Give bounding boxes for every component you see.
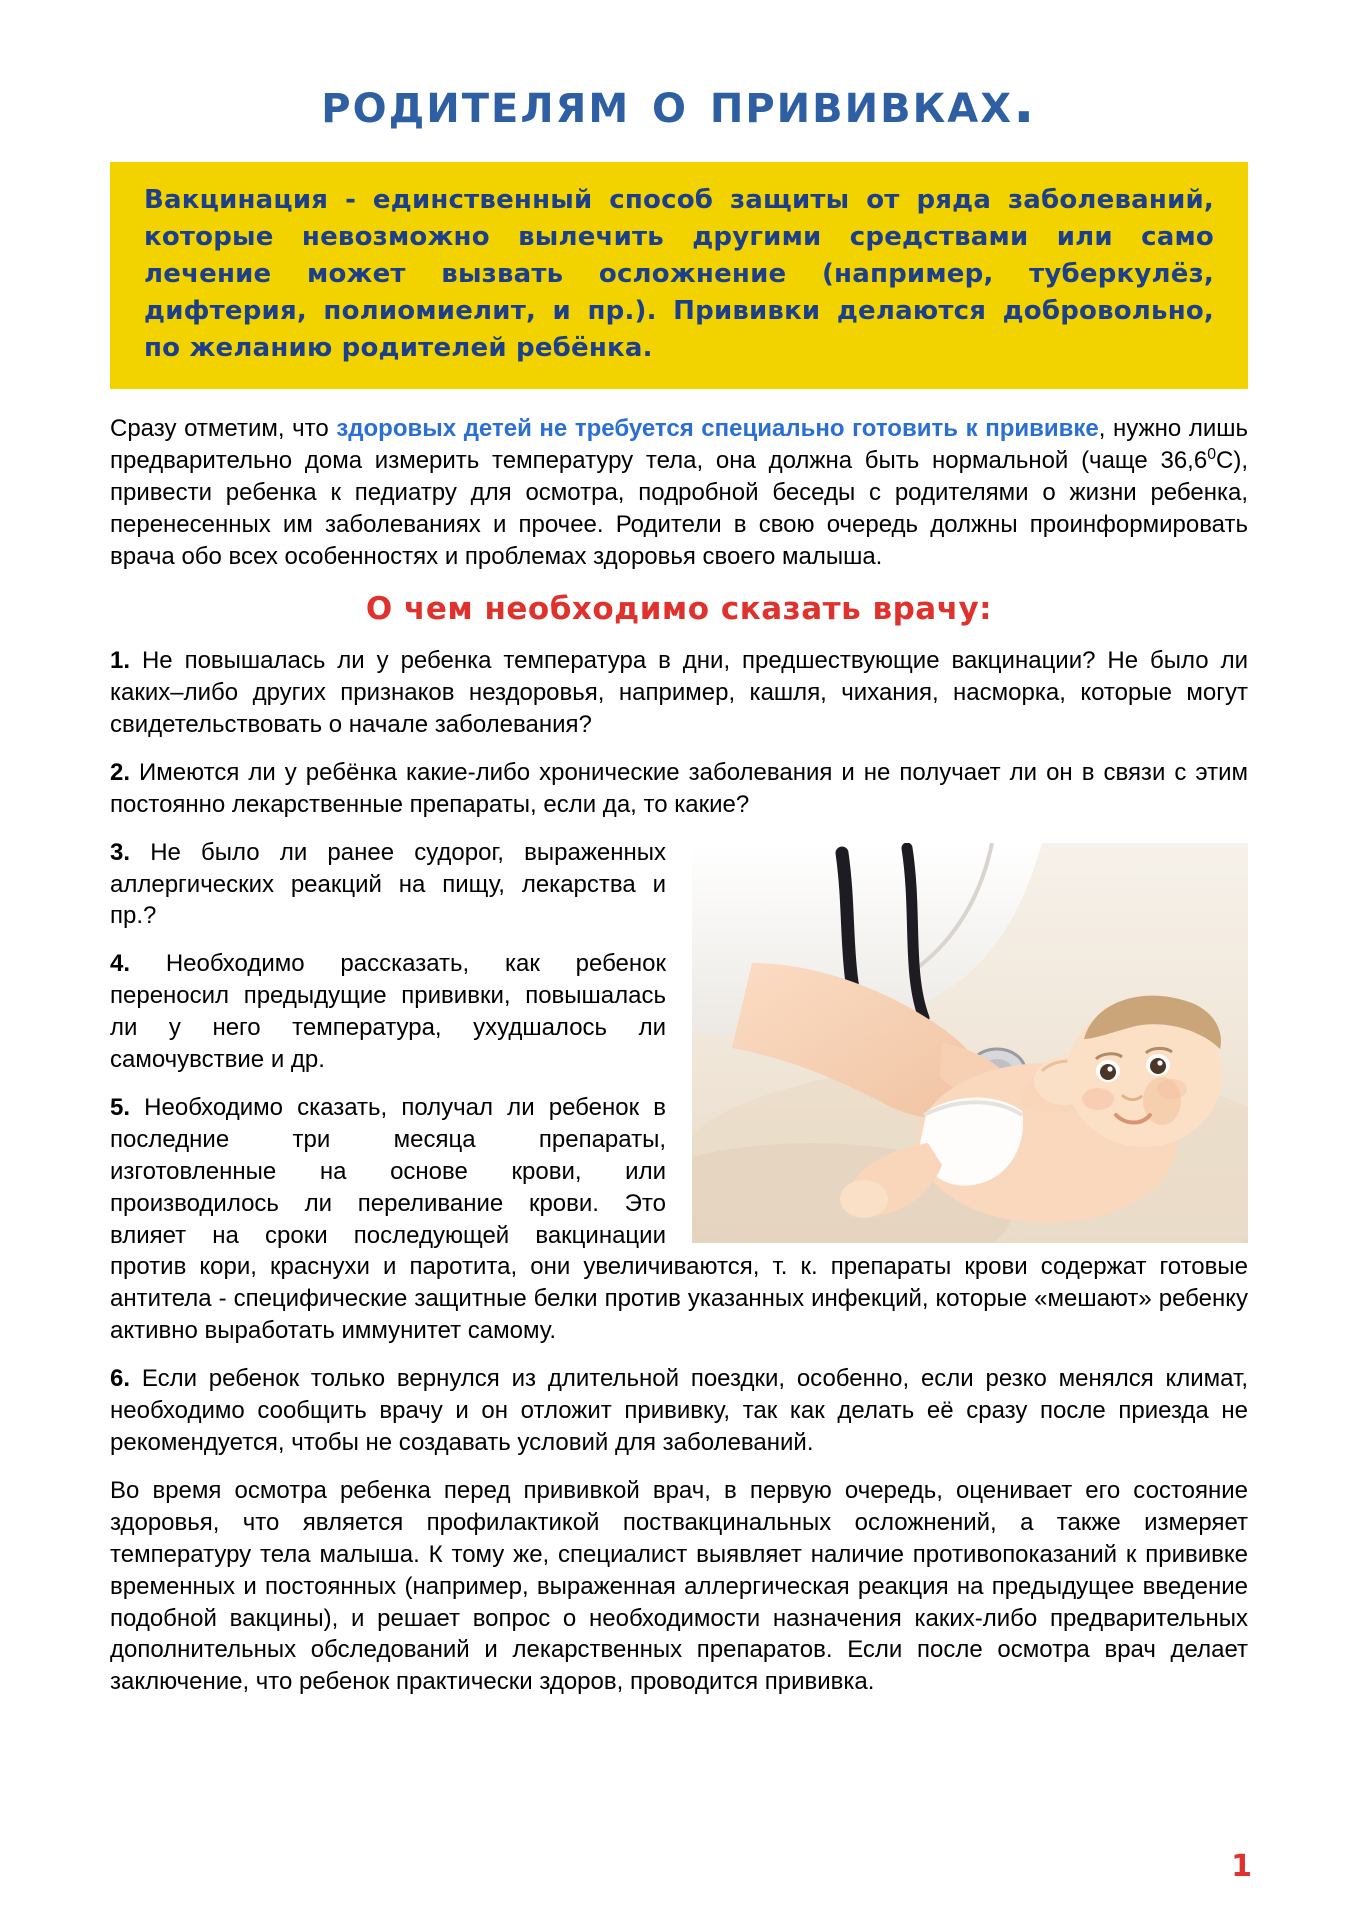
lead-text-part1: Сразу отметим, что (110, 414, 337, 442)
list-item-2-text: Имеются ли у ребёнка какие-либо хронические заболевания и не получает ли он в связи с этим постоянно лекарственные препараты, если да, то какие? (110, 758, 1249, 818)
list-item-5-text: Необходимо сказать, получал ли ребенок в последние три месяца препараты, изготовленные на основе крови, или производилось ли переливание крови. Это влияет на сроки последующей вакцинации против кори, краснухи и паротита, они увеличиваются, т. к. препараты крови содержат готовые антитела - специфические защитные белки против указанных инфекций, которые «мешают» ребенку активно выработать иммунитет самому. (110, 1093, 1248, 1345)
page-number: 1 (1231, 1849, 1252, 1884)
list-item-6-number: 6. (110, 1365, 131, 1393)
list-item-3-number: 3. (110, 838, 131, 866)
lead-paragraph (110, 413, 1248, 574)
callout-box: Вакцинация - единственный способ защиты от ряда заболеваний, которые невозможно вылечить другими средствами или само лечение может вызвать осложнение (например, туберкулёз, дифтерия, полиомиелит, и пр.). Прививки делаются добровольно, по желанию родителей ребёнка. (110, 162, 1248, 389)
list-item-2 (110, 757, 1248, 821)
closing-paragraph: Во время осмотра ребенка перед прививкой врач, в первую очередь, оценивает его состояние здоровья, что является профилактикой поствакцинальных осложнений, а также измеряет температуру тела малыша. К тому же, специалист выявляет наличие противопоказаний к прививке временных и постоянных (например, выраженная аллергическая реакция на предыдущее введение подобной вакцины), и решает вопрос о необходимости назначения каких-либо предварительных дополнительных обследований и лекарственных препаратов. Если после осмотра врач делает заключение, что ребенок практически здоров, проводится прививка. (110, 1476, 1248, 1696)
baby-photo-illustration (692, 843, 1248, 1243)
list-item-1 (110, 645, 1248, 741)
list-item-4-text: Необходимо рассказать, как ребенок переносил предыдущие прививки, повышалась ли у него температура, ухудшалось ли самочувствие и др. (110, 950, 666, 1074)
list-item-3-text: Не было ли ранее судорог, выраженных аллергических реакций на пищу, лекарства и пр.? (110, 838, 666, 930)
lead-highlight: здоровых детей не требуется специально готовить к прививке (336, 414, 1099, 442)
page-title: родителям о прививках. (321, 70, 1037, 136)
list-item-4-number: 4. (110, 950, 131, 978)
list-item-5-number: 5. (110, 1093, 131, 1121)
section-heading: О чем необходимо сказать врачу: (365, 591, 993, 628)
list-item-1-text: Не повышалась ли у ребенка температура в дни, предшествующие вакцинации? Не было ли каких–либо других признаков нездоровья, например, кашля, чихания, насморка, которые могут свидетельствовать о начале заболевания? (110, 647, 1248, 738)
list-item-6 (110, 1363, 1248, 1459)
list-item-2-number: 2. (110, 758, 131, 786)
lead-text-part3: С), привести ребенка к педиатру для осмотра, подробной беседы с родителями о жизни ребенка, перенесенных им заболеваниях и прочее. Родители в свою очередь должны проинформировать врача обо всех особенностях и проблемах здоровья своего малыша. (110, 447, 1248, 571)
list-item-1-number: 1. (110, 647, 131, 675)
list-item-6-text: Если ребенок только вернулся из длительной поездки, особенно, если резко менялся климат, необходимо сообщить врачу и он отложит прививку, так как делать её сразу после приезда не рекомендуется, чтобы не создавать условий для заболеваний. (110, 1365, 1248, 1456)
lead-text-part2: , нужно лишь предварительно дома измерить температуру тела, она должна быть нормальной (чаще 36,6 (110, 414, 1248, 475)
degree-symbol: 0 (1207, 446, 1216, 464)
baby-examination-photo (692, 843, 1248, 1243)
